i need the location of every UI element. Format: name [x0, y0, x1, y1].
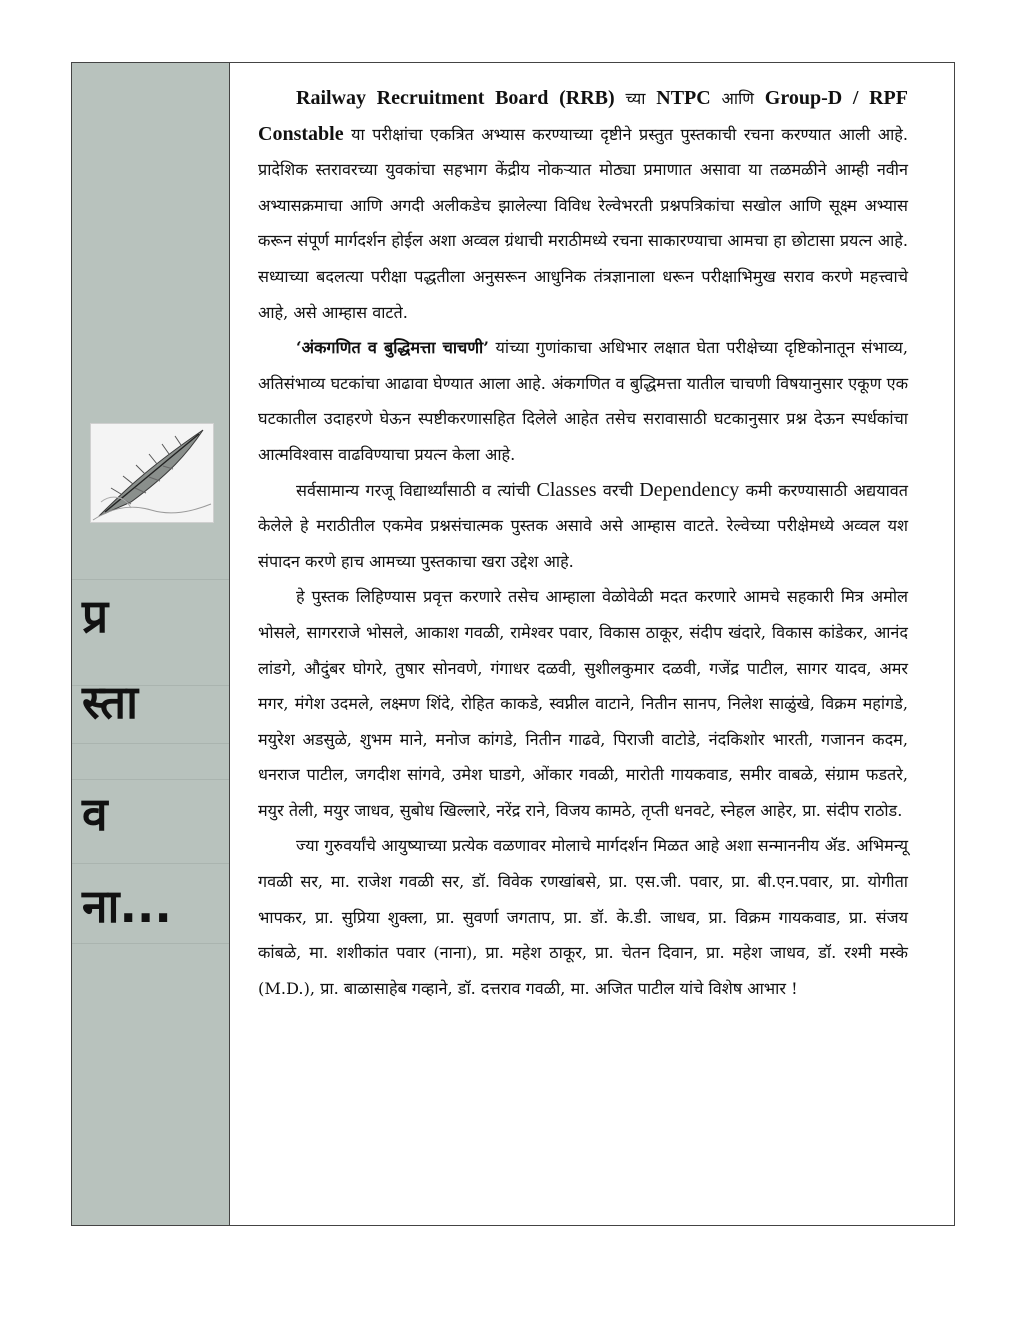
bold-text: ‘अंकगणित व बुद्धिमत्ता चाचणी’ [296, 338, 489, 358]
text-span: सर्वसामान्य गरजू विद्यार्थ्यांसाठी व त्यांची [296, 480, 537, 500]
title-divider [72, 943, 229, 944]
quill-pen-illustration [90, 423, 214, 523]
title-divider [72, 743, 229, 744]
bold-text: Railway Recruitment Board (RRB) [296, 87, 615, 109]
english-term: Classes [536, 478, 597, 501]
english-term: Dependency [639, 478, 740, 501]
title-char-2: स्ता [82, 675, 139, 729]
text-span: यांच्या गुणांकाचा अधिभार लक्षात घेता परीक्षेच्या दृष्टिकोनातून संभाव्य, अतिसंभाव्य घटकांचा आढावा घेण्यात आला आहे. अंकगणित व बुद्धिमत्ता यातील चाचणी विषयानुसार एकूण एक घटकातील उदाहरणे घेऊन स्पष्टीकरणासहित दिलेले आहेत तसेच सरावासाठी घटकानुसार प्रश्न देऊन स्पर्धकांचा आत्मविश्वास वाढविण्याचा प्रयत्न केला आहे. [258, 338, 909, 464]
title-divider [72, 863, 229, 864]
text-span: या परीक्षांचा एकत्रित अभ्यास करण्याच्या दृष्टीने प्रस्तुत पुस्तकाची रचना करण्यात आली आहे. प्रादेशिक स्तरावरच्या युवकांचा सहभाग केंद्रीय नोकऱ्यात मोठ्या प्रमाणात असावा या तळमळीने आम्ही नवीन अभ्यासक्रमाचा आणि अगदी अलीकडेच झालेल्या विविध रेल्वेभरती प्रश्नपत्रिकांचा सखोल आणि सूक्ष्म अभ्यास करून संपूर्ण मार्गदर्शन होईल अशा अव्वल ग्रंथाची मराठीमध्ये रचना साकारण्याचा आमचा हा छोटासा प्रयत्न आहे. सध्याच्या बदलत्या परीक्षा पद्धतीला अनुसरून आधुनिक तंत्रज्ञानाला धरून परीक्षाभिमुख सराव करणे महत्त्वाचे आहे, असे आम्हास वाटते. [258, 124, 908, 322]
sidebar [72, 63, 230, 1225]
bold-text: Group-D / RPF Constable [258, 87, 908, 145]
paragraph-1 [258, 81, 908, 330]
paragraph-4: हे पुस्तक लिहिण्यास प्रवृत्त करणारे तसेच आम्हाला वेळोवेळी मदत करणारे आमचे सहकारी मित्र अमोल भोसले, सागरराजे भोसले, आकाश गवळी, रामेश्वर पवार, विकास ठाकूर, संदीप खंदारे, विकास कांडेकर, आनंद लांडगे, औदुंबर घोगरे, तुषार सोनवणे, गंगाधर दळवी, सुशीलकुमार दळवी, गजेंद्र पाटील, सागर यादव, अमर मगर, मंगेश उदमले, लक्ष्मण शिंदे, रोहित काकडे, स्वप्नील वाटाने, नितीन सानप, निलेश साळुंखे, विक्रम महांगडे, मयुरेश अडसुळे, शुभम माने, मनोज कांगडे, नितीन गाढवे, पिराजी वाटोडे, नंदकिशोर भारती, गजानन कदम, धनराज पाटील, जगदीश सांगवे, उमेश घाडगे, ओंकार गवळी, मारोती गायकवाड, समीर वाबळे, संग्राम फडतरे, मयुर तेली, मयुर जाधव, सुबोध खिल्लारे, नरेंद्र राने, विजय कामठे, तृप्ती धनवटे, स्नेहल आहेर, प्रा. संदीप राठोड. [258, 587, 908, 820]
paragraph-2 [258, 330, 908, 472]
title-divider [72, 779, 229, 780]
paragraph-5: ज्या गुरुवर्यांचे आयुष्याच्या प्रत्येक वळणावर मोलाचे मार्गदर्शन मिळत आहे अशा सन्माननीय ॲड. अभिमन्यू गवळी सर, मा. राजेश गवळी सर, डॉ. विवेक रणखांबसे, प्रा. एस.जी. पवार, प्रा. बी.एन.पवार, प्रा. योगीता भापकर, प्रा. सुप्रिया शुक्ला, प्रा. सुवर्णा जगताप, प्रा. डॉ. के.डी. जाधव, प्रा. विक्रम गायकवाड, प्रा. संजय कांबळे, मा. शशीकांत पवार (नाना), प्रा. महेश ठाकूर, प्रा. चेतन दिवान, प्रा. महेश जाधव, डॉ. रश्मी मस्के (M.D.), प्रा. बाळासाहेब गव्हाने, डॉ. दत्तराव गवळी, मा. अजित पाटील यांचे विशेष आभार ! [258, 836, 908, 998]
bold-text: NTPC [656, 87, 711, 109]
text-span: आणि [710, 89, 765, 108]
title-char-1: प्र [82, 589, 109, 643]
text-span: वरची [596, 480, 640, 500]
title-divider [72, 579, 229, 580]
paragraph-3 [258, 473, 908, 580]
title-char-4: ना... [82, 879, 172, 933]
page-frame [71, 62, 955, 1226]
preface-body [258, 81, 908, 1006]
text-span: च्या [614, 89, 657, 108]
text-span: कमी करण्यासाठी अद्ययावत केलेले हे मराठीतील एकमेव प्रश्नसंचात्मक पुस्तक असावे असे आम्हास वाटते. रेल्वेच्या परीक्षेमध्ये अव्वल यश संपादन करणे हाच आमच्या पुस्तकाचा खरा उद्देश आहे. [258, 480, 909, 571]
title-char-3: व [82, 787, 108, 841]
